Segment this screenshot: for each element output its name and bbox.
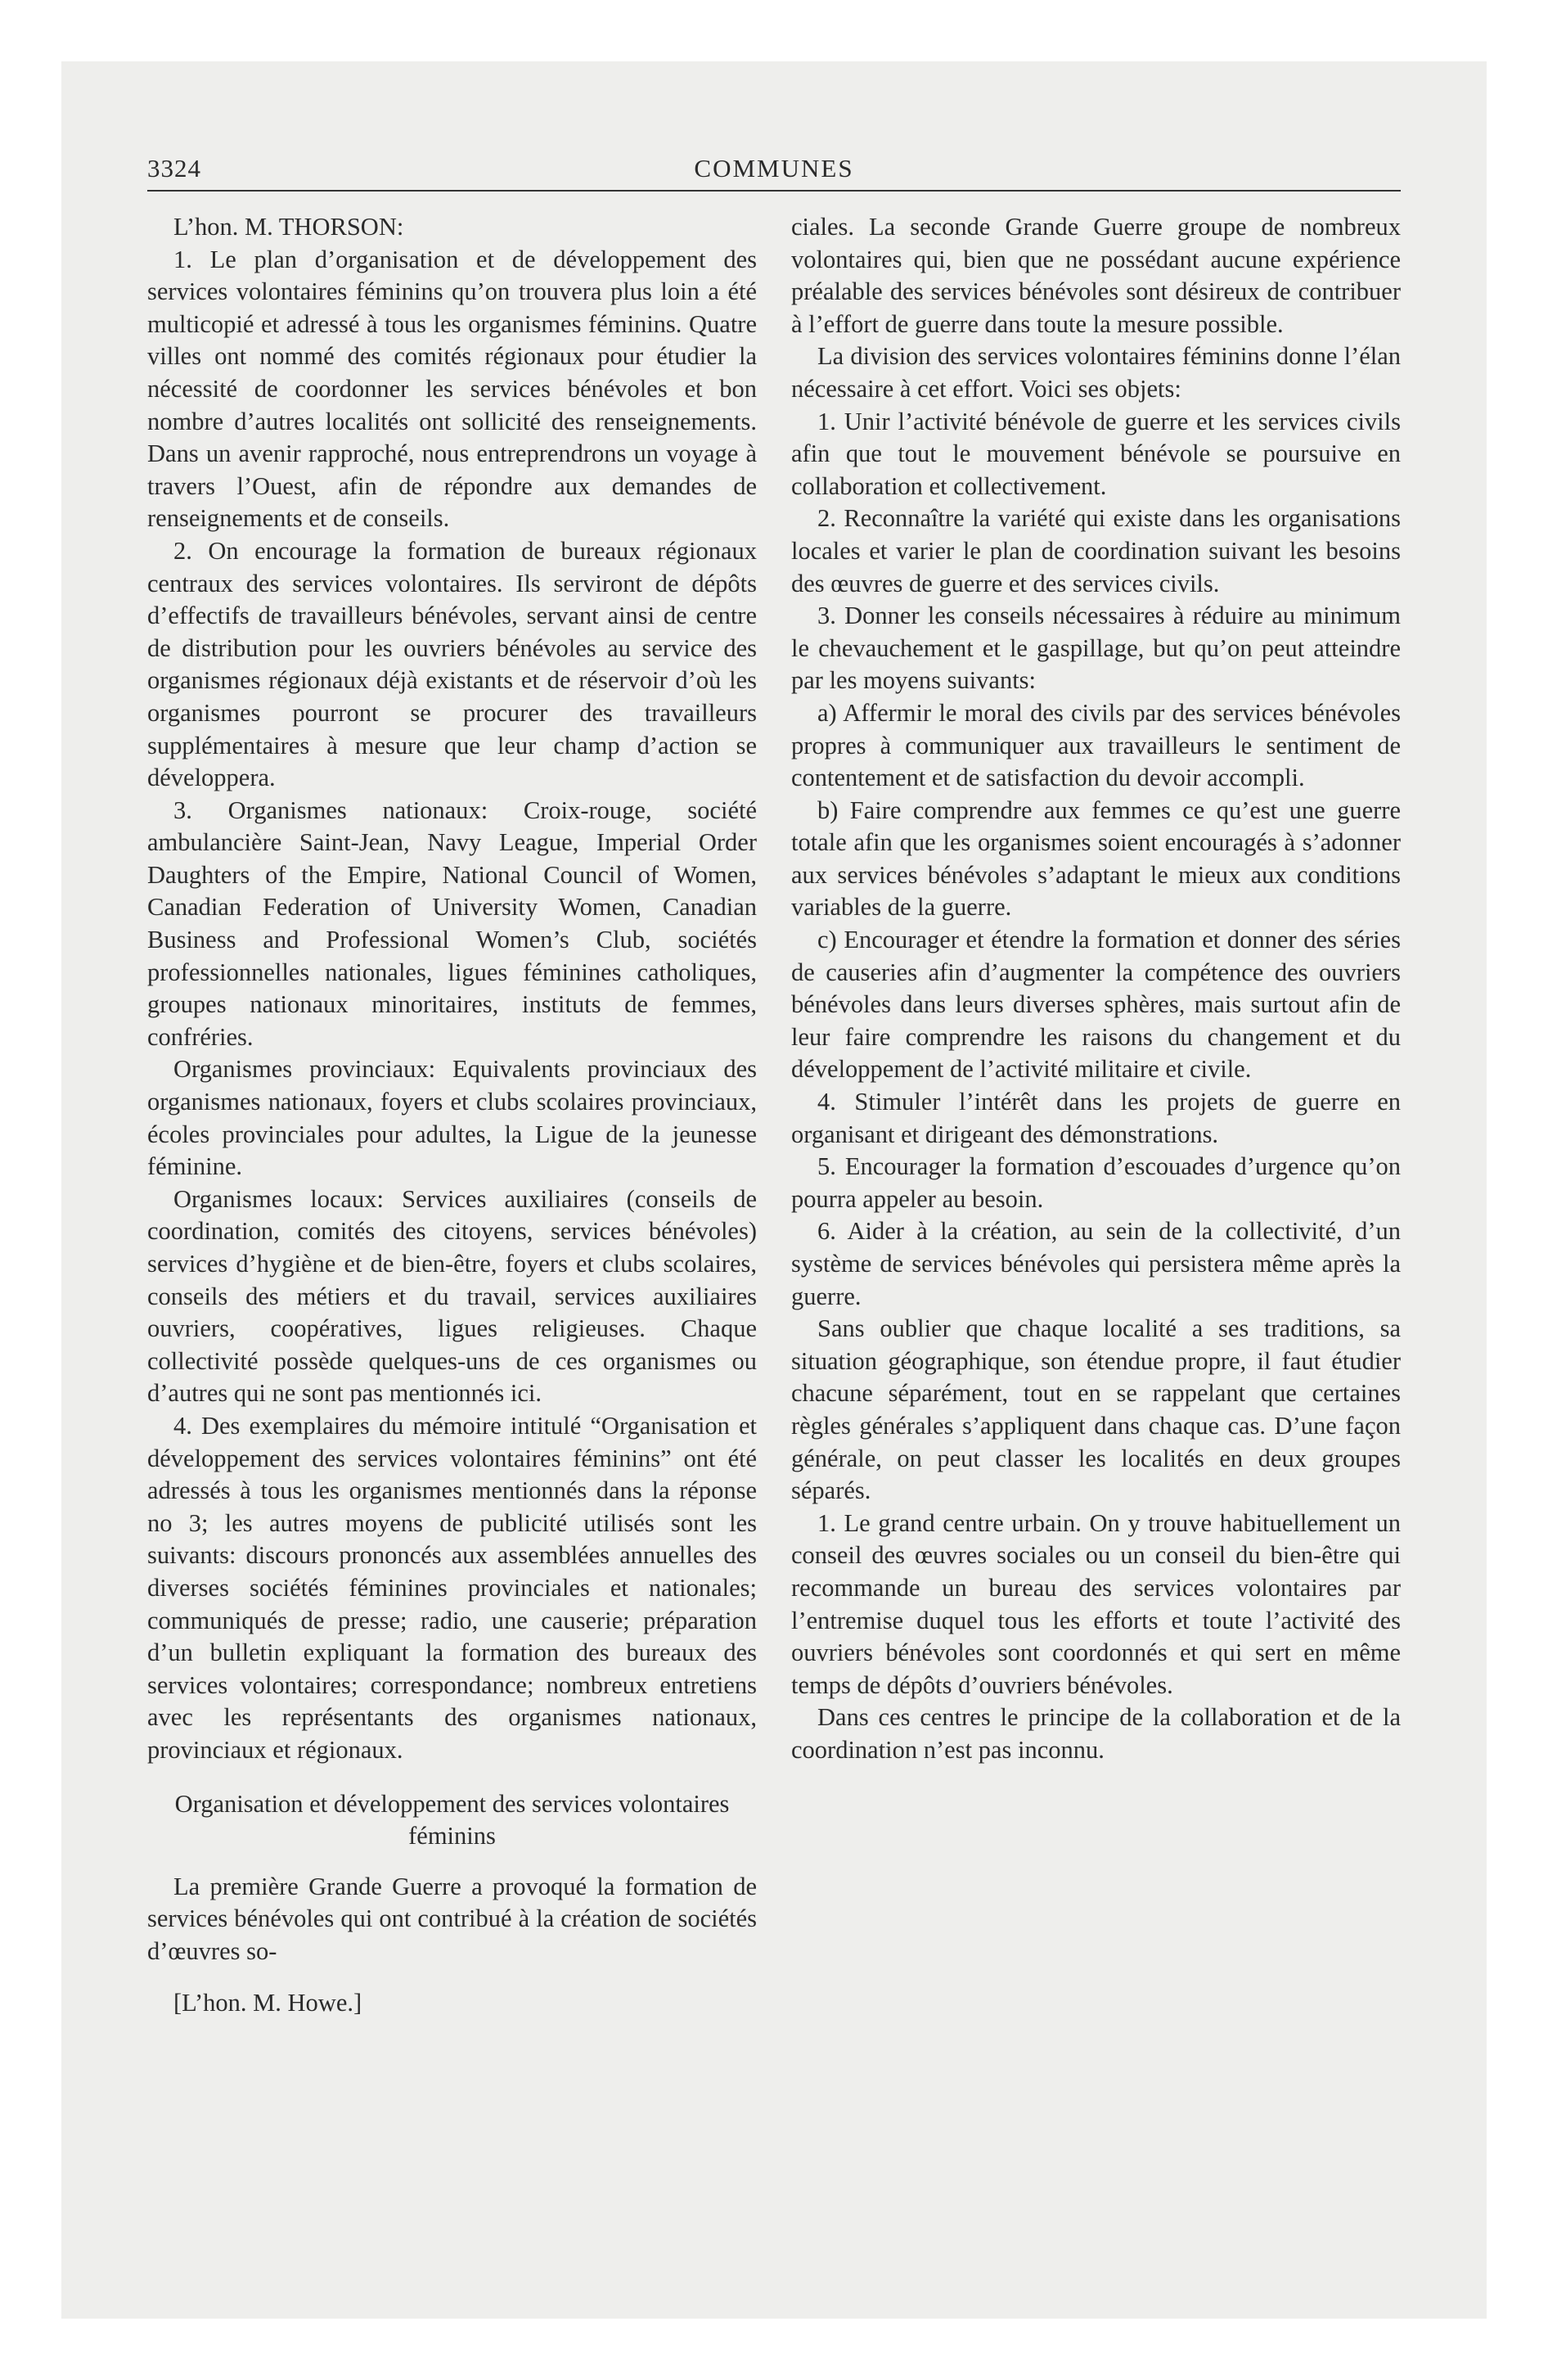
- attribution: [L’hon. M. Howe.]: [173, 1989, 362, 2017]
- speaker-name: L’hon. M. THORSON:: [173, 213, 404, 241]
- paragraph: Organismes locaux: Services auxiliaires (conseils de coordination, comités des citoyens, services bénévoles) services d’hygiène et de bien-être, foyers et clubs scolaires, conseils des métiers et du travail, services auxiliaires ouvriers, coopératives, ligues religieuses. Chaque collectivité possède quelques-uns de ces organismes ou d’autres qui ne sont pas mentionnés ici.: [147, 1184, 757, 1408]
- text-columns: [147, 211, 1401, 2017]
- paragraph: Sans oublier que chaque localité a ses traditions, sa situation géographique, son étendue propre, il faut étudier chacune séparément, tout en se rappelant que certaines règles générales s’appliquent dans chaque cas. D’une façon générale, on peut classer les localités en deux groupes séparés.: [791, 1314, 1401, 1505]
- paragraph: c) Encourager et étendre la formation et donner des séries de causeries afin d’augmenter la compétence des ouvriers bénévoles dans leurs diverses sphères, mais surtout afin de leur faire comprendre les raisons du changement et du développement de l’activité militaire et civile.: [791, 926, 1401, 1084]
- paragraph: b) Faire comprendre aux femmes ce qu’est une guerre totale afin que les organismes soient encouragés à s’adonner aux services bénévoles s’adaptant le mieux aux conditions variables de la guerre.: [791, 796, 1401, 922]
- paragraph: 4. Stimuler l’intérêt dans les projets de guerre en organisant et dirigeant des démonstrations.: [791, 1088, 1401, 1148]
- header-rule: [147, 190, 1401, 192]
- paragraph: ciales. La seconde Grande Guerre groupe de nombreux volontaires qui, bien que ne possédant aucune expérience préalable des services bénévoles sont désireux de contribuer à l’effort de guerre dans toute la mesure possible.: [791, 213, 1401, 338]
- paragraph: 5. Encourager la formation d’escouades d’urgence qu’on pourra appeler au besoin.: [791, 1152, 1401, 1213]
- running-title: COMMUNES: [694, 154, 854, 183]
- running-header: [147, 147, 1401, 190]
- paragraph: 6. Aider à la création, au sein de la collectivité, d’un système de services bénévoles qui persistera même après la guerre.: [791, 1217, 1401, 1310]
- page-number: 3324: [147, 154, 201, 183]
- paragraph: 2. On encourage la formation de bureaux régionaux centraux des services volontaires. Ils serviront de dépôts d’effectifs de travailleurs bénévoles, servant ainsi de centre de distribution pour les ouvriers bénévoles au service des organismes régionaux déjà existants et de réservoir d’où les organismes pourront se procurer des travailleurs supplémentaires à mesure que leur champ d’action se développera.: [147, 536, 757, 792]
- paragraph: Organismes provinciaux: Equivalents provinciaux des organismes nationaux, foyers et clubs scolaires provinciaux, écoles provinciales pour adultes, la Ligue de la jeunesse féminine.: [147, 1055, 757, 1181]
- paragraph: 4. Des exemplaires du mémoire intitulé “Organisation et développement des services volontaires féminins” ont été adressés à tous les organismes mentionnés dans la réponse no 3; les autres moyens de publicité utilisés sont les suivants: discours prononcés aux assemblées annuelles des diverses sociétés féminines provinciales et nationales; communiqués de presse; radio, une causerie; préparation d’un bulletin expliquant la formation des bureaux des services volontaires; correspondance; nombreux entretiens avec les représentants des organismes nationaux, provinciaux et régionaux.: [147, 1411, 757, 1764]
- paragraph: a) Affermir le moral des civils par des services bénévoles propres à communiquer aux travailleurs le sentiment de contentement et de satisfaction du devoir accompli.: [791, 698, 1401, 792]
- paragraph: 3. Donner les conseils nécessaires à réduire au minimum le chevauchement et le gaspillage, but qu’on peut atteindre par les moyens suivants:: [791, 602, 1401, 695]
- paragraph: Dans ces centres le principe de la collaboration et de la coordination n’est pas inconnu.: [791, 1703, 1401, 1764]
- paragraph: 2. Reconnaître la variété qui existe dans les organisations locales et varier le plan de coordination suivant les besoins des œuvres de guerre et des services civils.: [791, 504, 1401, 597]
- paragraph: La division des services volontaires féminins donne l’élan nécessaire à cet effort. Voici ses objets:: [791, 342, 1401, 403]
- right-column: [791, 211, 1401, 2017]
- paragraph: 1. Unir l’activité bénévole de guerre et les services civils afin que tout le mouvement bénévole se poursuive en collaboration et collectivement.: [791, 407, 1401, 500]
- paragraph: 1. Le plan d’organisation et de développement des services volontaires féminins qu’on trouvera plus loin a été multicopié et adressé à tous les organismes féminins. Quatre villes ont nommé des comités régionaux pour étudier la nécessité de coordonner les services bénévoles et bon nombre d’autres localités ont sollicité des renseignements. Dans un avenir rapproché, nous entreprendrons un voyage à travers l’Ouest, afin de répondre aux demandes de renseignements et de conseils.: [147, 245, 757, 533]
- paragraph: 1. Le grand centre urbain. On y trouve habituellement un conseil des œuvres sociales ou un conseil du bien-être qui recommande un bureau des services volontaires par l’entremise duquel tous les efforts et toute l’activité des ouvriers bénévoles sont coordonnés et qui sert en même temps de dépôts d’ouvriers bénévoles.: [791, 1508, 1401, 1699]
- document-page: [147, 147, 1401, 2275]
- paragraph: 3. Organismes nationaux: Croix-rouge, société ambulancière Saint-Jean, Navy League, Imperial Order Daughters of the Empire, National Council of Women, Canadian Federation of University Women, Canadian Business and Professional Women’s Club, sociétés professionnelles nationales, ligues féminines catholiques, groupes nationaux minoritaires, instituts de femmes, confréries.: [147, 796, 757, 1051]
- left-column: [147, 211, 757, 2017]
- section-heading: Organisation et développement des services volontaires féminins: [174, 1789, 730, 1850]
- paragraph: La première Grande Guerre a provoqué la formation de services bénévoles qui ont contribué à la création de sociétés d’œuvres so-: [147, 1872, 757, 1965]
